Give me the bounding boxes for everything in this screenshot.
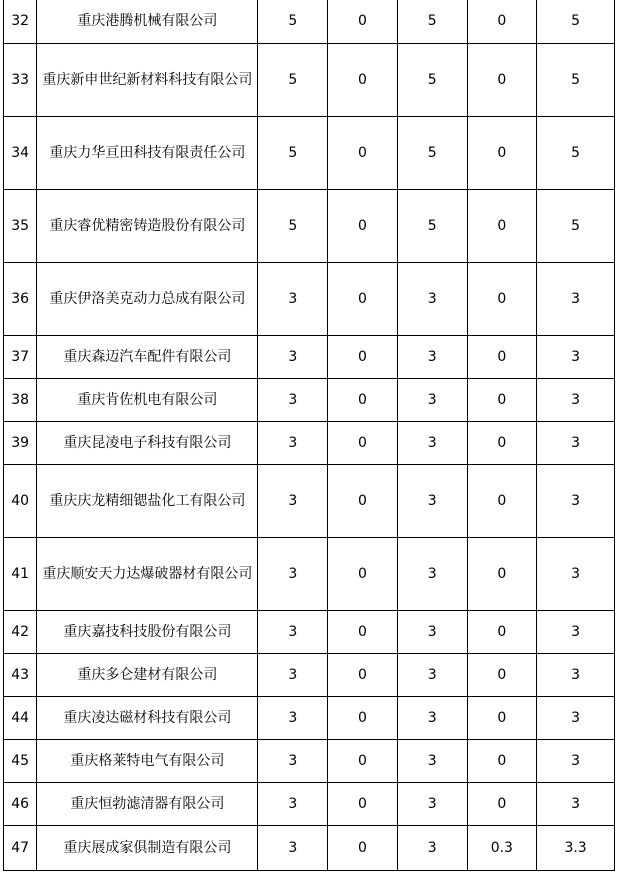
score-col-4: 0.3 (467, 826, 537, 871)
table-row (4, 0, 615, 44)
table-row (4, 654, 615, 697)
score-col-4: 0 (467, 465, 537, 538)
score-col-2: 0 (328, 465, 398, 538)
score-col-1: 3 (258, 422, 328, 465)
score-col-2: 0 (328, 0, 398, 44)
company-name-text: 重庆顺安天力达爆破器材有限公司 (42, 566, 253, 582)
score-col-3: 3 (397, 538, 467, 611)
row-number: 34 (4, 117, 37, 190)
score-col-3: 3 (397, 783, 467, 826)
score-col-3: 3 (397, 422, 467, 465)
score-col-4: 0 (467, 44, 537, 117)
row-number: 37 (4, 336, 37, 379)
score-col-2: 0 (328, 379, 398, 422)
company-name-text: 重庆昆凌电子科技有限公司 (63, 435, 232, 451)
score-total: 5 (537, 0, 615, 44)
table-row (4, 465, 615, 538)
score-col-1: 5 (258, 44, 328, 117)
row-number: 45 (4, 740, 37, 783)
company-name-text: 重庆嘉技科技股份有限公司 (63, 624, 232, 640)
score-col-4: 0 (467, 379, 537, 422)
score-col-3: 3 (397, 611, 467, 654)
score-col-2: 0 (328, 44, 398, 117)
score-col-1: 3 (258, 740, 328, 783)
row-number: 46 (4, 783, 37, 826)
score-col-1: 3 (258, 538, 328, 611)
score-col-3: 3 (397, 379, 467, 422)
table-row (4, 379, 615, 422)
score-col-2: 0 (328, 190, 398, 263)
score-col-4: 0 (467, 263, 537, 336)
company-name-text: 重庆港腾机械有限公司 (77, 13, 218, 29)
score-total: 5 (537, 117, 615, 190)
row-number: 33 (4, 44, 37, 117)
score-col-1: 3 (258, 654, 328, 697)
score-col-1: 3 (258, 336, 328, 379)
row-number: 36 (4, 263, 37, 336)
score-col-4: 0 (467, 654, 537, 697)
score-total: 3.3 (537, 826, 615, 871)
row-number: 39 (4, 422, 37, 465)
score-col-3: 3 (397, 826, 467, 871)
score-col-2: 0 (328, 611, 398, 654)
score-total: 3 (537, 336, 615, 379)
company-name (37, 117, 258, 190)
score-col-2: 0 (328, 538, 398, 611)
company-name (37, 740, 258, 783)
score-col-4: 0 (467, 538, 537, 611)
table-row (4, 336, 615, 379)
company-name (37, 190, 258, 263)
company-name-text: 重庆庆龙精细锶盐化工有限公司 (49, 493, 246, 509)
score-col-4: 0 (467, 0, 537, 44)
score-col-4: 0 (467, 611, 537, 654)
company-name-text: 重庆伊洛美克动力总成有限公司 (49, 291, 246, 307)
company-name-text: 重庆凌达磁材科技有限公司 (63, 710, 232, 726)
row-number: 42 (4, 611, 37, 654)
score-col-3: 5 (397, 190, 467, 263)
score-col-2: 0 (328, 826, 398, 871)
score-col-2: 0 (328, 117, 398, 190)
company-name (37, 826, 258, 871)
table-row (4, 538, 615, 611)
table-row (4, 263, 615, 336)
score-total: 3 (537, 263, 615, 336)
row-number: 47 (4, 826, 37, 871)
table-body (4, 0, 615, 871)
company-name-text: 重庆肯佐机电有限公司 (77, 392, 218, 408)
company-name-text: 重庆格莱特电气有限公司 (70, 753, 225, 769)
company-name (37, 336, 258, 379)
score-col-4: 0 (467, 783, 537, 826)
score-col-4: 0 (467, 190, 537, 263)
company-name (37, 654, 258, 697)
company-name (37, 44, 258, 117)
score-col-1: 3 (258, 465, 328, 538)
table-row (4, 44, 615, 117)
table-row (4, 783, 615, 826)
row-number: 43 (4, 654, 37, 697)
company-name-text: 重庆新申世纪新材料科技有限公司 (42, 72, 253, 88)
company-name (37, 379, 258, 422)
row-number: 41 (4, 538, 37, 611)
company-name (37, 611, 258, 654)
score-col-2: 0 (328, 783, 398, 826)
score-total: 3 (537, 422, 615, 465)
row-number: 38 (4, 379, 37, 422)
score-col-4: 0 (467, 740, 537, 783)
score-col-1: 5 (258, 0, 328, 44)
company-name (37, 263, 258, 336)
table-row (4, 422, 615, 465)
score-total: 3 (537, 379, 615, 422)
company-score-table (3, 0, 615, 871)
score-total: 3 (537, 465, 615, 538)
score-col-4: 0 (467, 422, 537, 465)
company-name-text: 重庆力华亘田科技有限责任公司 (49, 145, 246, 161)
score-col-1: 5 (258, 190, 328, 263)
score-total: 3 (537, 783, 615, 826)
table-row (4, 190, 615, 263)
score-col-4: 0 (467, 336, 537, 379)
score-total: 3 (537, 697, 615, 740)
score-col-1: 3 (258, 697, 328, 740)
score-total: 5 (537, 44, 615, 117)
score-col-4: 0 (467, 117, 537, 190)
score-col-1: 3 (258, 826, 328, 871)
score-col-3: 5 (397, 117, 467, 190)
score-col-3: 3 (397, 697, 467, 740)
score-col-2: 0 (328, 697, 398, 740)
score-total: 5 (537, 190, 615, 263)
score-col-1: 5 (258, 117, 328, 190)
score-col-2: 0 (328, 422, 398, 465)
score-col-2: 0 (328, 263, 398, 336)
company-name-text: 重庆恒勃滤清器有限公司 (70, 796, 225, 812)
company-name (37, 538, 258, 611)
score-col-3: 3 (397, 465, 467, 538)
company-name-text: 重庆多仑建材有限公司 (77, 667, 218, 683)
company-name-text: 重庆展成家俱制造有限公司 (63, 840, 232, 856)
score-col-3: 3 (397, 336, 467, 379)
company-name (37, 697, 258, 740)
score-col-3: 3 (397, 654, 467, 697)
score-col-3: 5 (397, 0, 467, 44)
company-name-text: 重庆森迈汽车配件有限公司 (63, 349, 232, 365)
row-number: 40 (4, 465, 37, 538)
score-col-3: 3 (397, 740, 467, 783)
row-number: 44 (4, 697, 37, 740)
company-name (37, 0, 258, 44)
score-col-1: 3 (258, 379, 328, 422)
company-name-text: 重庆睿优精密铸造股份有限公司 (49, 218, 246, 234)
score-total: 3 (537, 538, 615, 611)
score-col-2: 0 (328, 336, 398, 379)
company-name (37, 422, 258, 465)
table-row (4, 697, 615, 740)
company-name (37, 465, 258, 538)
score-col-3: 5 (397, 44, 467, 117)
score-col-4: 0 (467, 697, 537, 740)
score-col-2: 0 (328, 740, 398, 783)
score-total: 3 (537, 654, 615, 697)
score-total: 3 (537, 611, 615, 654)
score-col-3: 3 (397, 263, 467, 336)
table-row (4, 611, 615, 654)
score-col-1: 3 (258, 263, 328, 336)
company-name (37, 783, 258, 826)
table-row (4, 826, 615, 871)
row-number: 35 (4, 190, 37, 263)
score-col-1: 3 (258, 611, 328, 654)
row-number: 32 (4, 0, 37, 44)
table-row (4, 740, 615, 783)
score-col-2: 0 (328, 654, 398, 697)
score-col-1: 3 (258, 783, 328, 826)
table-row (4, 117, 615, 190)
score-total: 3 (537, 740, 615, 783)
